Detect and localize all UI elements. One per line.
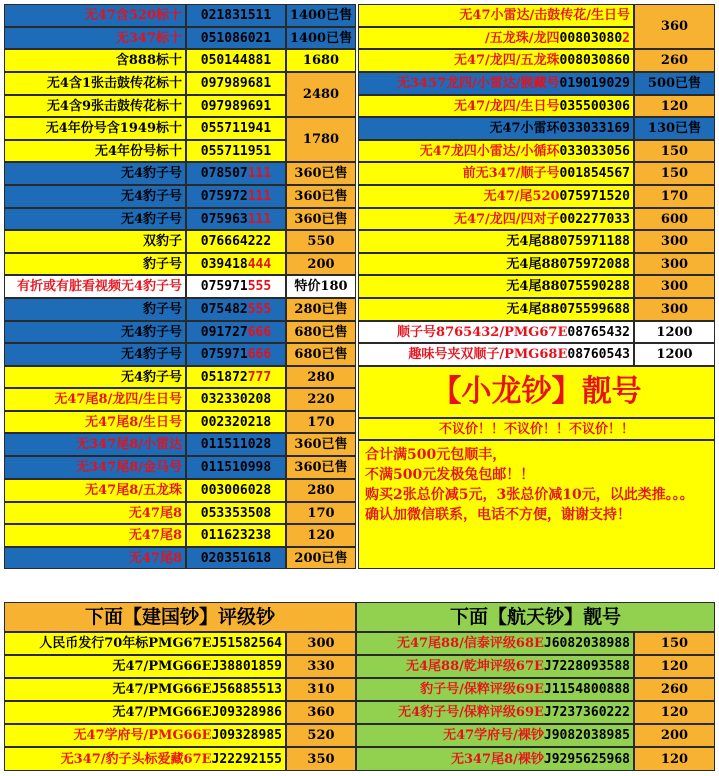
row-price: 360已售 xyxy=(286,208,356,230)
row-label-text: 无347/豹子头标爱藏67E xyxy=(60,751,212,767)
row-price: 170 xyxy=(286,411,356,433)
serial-number: 075590288 xyxy=(559,279,630,294)
row-price: 360已售 xyxy=(286,433,356,456)
row-label-text: 无47龙四小雷达/小循环 xyxy=(419,143,560,159)
serial-number: J6082038988 xyxy=(543,636,630,651)
row-label xyxy=(358,185,634,208)
serial-number: 08765432 xyxy=(567,324,630,340)
serial-number: 097989691 xyxy=(200,98,272,114)
serial-number: 002277033 xyxy=(559,211,630,227)
row-label xyxy=(4,655,286,678)
serial-number: 08760543 xyxy=(567,347,630,362)
row-price: 120 xyxy=(634,701,715,724)
notice-line: 购买2张总价减5元，3张总价减10元，以此类推。。。 xyxy=(365,487,694,503)
row-label: 无347尾8/金马号 xyxy=(4,456,186,479)
row-label-text: 无47/尾520 xyxy=(483,189,560,204)
row-label xyxy=(356,655,634,678)
row-price: 1680 xyxy=(286,49,356,72)
row-label xyxy=(358,140,634,162)
row-serial xyxy=(186,524,286,547)
serial-highlight: 111 xyxy=(247,211,272,227)
row-price: 260 xyxy=(634,678,715,701)
row-price: 1400已售 xyxy=(286,4,356,27)
row-label-text: 无47小雷环 xyxy=(489,121,560,136)
row-label-text: 顺子号8765432/PMG67E xyxy=(397,324,568,340)
serial-number: 091727 xyxy=(200,324,248,340)
row-serial xyxy=(186,433,286,456)
row-label xyxy=(356,632,634,655)
row-label-text: 无4豹子号/保粹评级69E xyxy=(398,705,544,720)
row-label xyxy=(358,321,634,343)
serial-number: 075963 xyxy=(200,211,248,227)
row-serial xyxy=(186,95,286,117)
serial-highlight: 111 xyxy=(247,166,272,181)
serial-number: 003006028 xyxy=(200,483,272,498)
row-label: 无47含520标十 xyxy=(4,4,186,27)
serial-number: 020351618 xyxy=(200,550,272,566)
row-price: 1200 xyxy=(634,321,715,343)
row-label xyxy=(356,747,634,771)
row-label: 无4年份号标十 xyxy=(4,140,186,162)
row-price: 680已售 xyxy=(286,343,356,366)
row-price: 150 xyxy=(634,140,715,162)
row-serial xyxy=(186,253,286,275)
row-price: 550 xyxy=(286,230,356,253)
row-label: 无4豹子号 xyxy=(4,162,186,185)
row-label: 无47尾8 xyxy=(4,547,186,569)
serial-number: 097989681 xyxy=(200,76,272,91)
row-price: 360已售 xyxy=(286,162,356,185)
serial-number: 076664222 xyxy=(200,234,272,249)
row-price: 260 xyxy=(634,49,715,72)
row-label: 无47尾8 xyxy=(4,524,186,547)
row-serial xyxy=(186,298,286,321)
notice-line: 确认加微信联系，电话不方便，谢谢支持！ xyxy=(365,507,631,523)
row-serial xyxy=(186,27,286,49)
serial-number: 002320218 xyxy=(200,414,272,430)
serial-number: 035500306 xyxy=(559,98,630,114)
row-label: 无4豹子号 xyxy=(4,185,186,208)
serial-highlight: 666 xyxy=(247,347,272,362)
notice-line: 不满500元发极兔包邮！！ xyxy=(365,467,535,483)
row-label-text: 无47学府号/裸钞 xyxy=(443,728,544,743)
row-label: 有折或有脏看视频无4豹子号 xyxy=(4,275,186,298)
row-label xyxy=(358,298,634,321)
serial-number: J7237360222 xyxy=(543,705,630,720)
row-label: 双豹子 xyxy=(4,230,186,253)
row-label xyxy=(356,678,634,701)
serial-number: J9295625968 xyxy=(543,751,630,767)
row-price: 120 xyxy=(634,95,715,117)
row-serial xyxy=(186,479,286,502)
row-label-text: 人民币发行70年标PMG67E xyxy=(39,636,212,651)
serial-number: 075971188 xyxy=(559,234,630,249)
row-serial xyxy=(186,230,286,253)
serial-number: J38801859 xyxy=(211,659,282,674)
row-price: 300 xyxy=(634,253,715,275)
row-price: 360已售 xyxy=(286,456,356,479)
row-label: 无4含9张击鼓传花标十 xyxy=(4,95,186,117)
row-price: 300 xyxy=(634,230,715,253)
row-label-text: 趣味号夹双顺子/PMG68E xyxy=(408,347,568,362)
row-price: 520 xyxy=(286,724,356,747)
serial-number: 051086021 xyxy=(200,30,272,46)
row-price: 310 xyxy=(286,678,356,701)
row-label-text: 无3457龙四/小雷达/猴藏号 xyxy=(396,76,560,91)
row-label: 无4含1张击鼓传花标十 xyxy=(4,72,186,95)
row-serial xyxy=(186,185,286,208)
row-price: 350 xyxy=(286,747,356,771)
serial-number: 075971520 xyxy=(559,189,630,204)
row-price: 200已售 xyxy=(286,547,356,569)
row-price: 120 xyxy=(286,524,356,547)
row-price: 360已售 xyxy=(286,185,356,208)
serial-number: 011510998 xyxy=(200,460,272,475)
row-price: 280 xyxy=(286,366,356,388)
row-label xyxy=(358,162,634,185)
serial-number: 039418 xyxy=(200,256,248,272)
row-label: 无4豹子号 xyxy=(4,208,186,230)
shipping-notice xyxy=(358,440,715,569)
row-label: 无47尾8 xyxy=(4,502,186,524)
row-price: 280 xyxy=(286,479,356,502)
serial-number: 011623238 xyxy=(200,528,272,543)
serial-number: 075971 xyxy=(200,347,248,362)
row-label: 无347尾8/小雷达 xyxy=(4,433,186,456)
serial-number: 032330208 xyxy=(200,392,272,407)
row-label: 无4年份号含1949标十 xyxy=(4,117,186,140)
row-label-text: 无347尾8/裸钞 xyxy=(450,751,544,767)
row-label xyxy=(358,117,634,140)
row-serial xyxy=(186,411,286,433)
row-label-text: 无47尾88/信泰评级68E xyxy=(396,636,544,651)
row-price: 500已售 xyxy=(634,72,715,95)
merged-price: 360 xyxy=(634,4,715,49)
serial-number: 050144881 xyxy=(200,53,272,68)
serial-number: 011511028 xyxy=(200,437,272,452)
serial-number: 078507 xyxy=(200,166,248,181)
row-price: 600 xyxy=(634,208,715,230)
serial-number: 055711941 xyxy=(200,121,272,136)
row-serial xyxy=(186,547,286,569)
row-label-text: 无47/PMG66E xyxy=(112,682,212,697)
row-label xyxy=(4,701,286,724)
serial-number: 00803080 xyxy=(559,30,623,46)
row-label-text: 无47/龙四/五龙珠 xyxy=(453,53,560,68)
row-label xyxy=(358,49,634,72)
row-price: 1200 xyxy=(634,343,715,366)
section-title-hangtian: 下面【航天钞】靓号 xyxy=(356,602,715,632)
row-label: 豹子号 xyxy=(4,253,186,275)
row-price: 300 xyxy=(634,275,715,298)
row-label xyxy=(358,72,634,95)
serial-number: J1154800888 xyxy=(543,682,630,697)
row-serial xyxy=(186,321,286,343)
row-price: 280已售 xyxy=(286,298,356,321)
row-label: 无47尾8/五龙珠 xyxy=(4,479,186,502)
row-price: 680已售 xyxy=(286,321,356,343)
serial-number: 019019029 xyxy=(559,76,630,91)
row-label xyxy=(356,701,634,724)
row-serial xyxy=(186,388,286,411)
serial-number: 075599688 xyxy=(559,302,630,317)
shop-title: 【小龙钞】靓号 xyxy=(358,366,715,418)
row-serial xyxy=(186,162,286,185)
row-label: 含888标十 xyxy=(4,49,186,72)
row-label xyxy=(358,275,634,298)
row-price: 200 xyxy=(286,253,356,275)
row-price: 300 xyxy=(634,298,715,321)
row-label-text: 无4尾88 xyxy=(506,256,560,272)
row-label xyxy=(358,27,634,49)
row-label-text: 前无347/顺子号 xyxy=(462,166,560,181)
row-label: 无4豹子号 xyxy=(4,343,186,366)
serial-highlight: 2 xyxy=(622,30,630,46)
row-price: 300 xyxy=(286,632,356,655)
serial-number: J09328985 xyxy=(211,728,282,743)
serial-number: J7228093588 xyxy=(543,659,630,674)
row-label: 无4豹子号 xyxy=(4,321,186,343)
row-price: 220 xyxy=(286,388,356,411)
row-label-text: 无4尾88 xyxy=(506,302,560,317)
serial-highlight: 555 xyxy=(247,302,272,317)
row-label xyxy=(358,253,634,275)
serial-number: J56885513 xyxy=(211,682,282,697)
row-price: 120 xyxy=(634,655,715,678)
row-price: 200 xyxy=(634,724,715,747)
row-label: 无47尾8/生日号 xyxy=(4,411,186,433)
row-serial xyxy=(186,49,286,72)
row-label-text: 无47/PMG66E xyxy=(112,705,212,720)
row-label xyxy=(358,343,634,366)
serial-number: 051872 xyxy=(200,369,248,385)
serial-number: 075972088 xyxy=(559,256,630,272)
serial-highlight: 777 xyxy=(247,369,272,385)
row-price: 330 xyxy=(286,655,356,678)
row-serial xyxy=(186,343,286,366)
serial-number: 008030860 xyxy=(559,53,630,68)
serial-number: 033033169 xyxy=(559,121,630,136)
row-serial xyxy=(186,208,286,230)
row-price: 1400已售 xyxy=(286,27,356,49)
row-label-text: 无47学府号/PMG66E xyxy=(73,728,212,743)
row-label-text: 无4尾88/乾坤评级67E xyxy=(406,659,544,674)
row-label xyxy=(4,632,286,655)
serial-number: 033033056 xyxy=(559,143,630,159)
row-price: 特价180 xyxy=(286,275,356,298)
row-price: 120 xyxy=(634,747,715,771)
serial-highlight: 444 xyxy=(247,256,272,272)
row-label xyxy=(358,95,634,117)
row-price: 360 xyxy=(286,701,356,724)
serial-highlight: 555 xyxy=(247,279,272,294)
serial-number: J22292155 xyxy=(211,751,282,767)
row-serial xyxy=(186,117,286,140)
serial-number: 055711951 xyxy=(200,143,272,159)
row-serial xyxy=(186,502,286,524)
row-serial xyxy=(186,275,286,298)
row-label xyxy=(358,230,634,253)
row-serial xyxy=(186,456,286,479)
row-label-text: 无47/龙四/四对子 xyxy=(453,211,560,227)
serial-highlight: 666 xyxy=(247,324,272,340)
row-label-text: 豹子号/保粹评级69E xyxy=(420,682,544,697)
row-label: 无47小雷达/击鼓传花/生日号 xyxy=(358,4,634,27)
serial-number: 021831511 xyxy=(200,8,272,23)
row-label xyxy=(4,724,286,747)
row-label xyxy=(358,208,634,230)
merged-price: 1780 xyxy=(286,117,356,162)
serial-number: 075971 xyxy=(200,279,248,294)
serial-number: J9082038985 xyxy=(543,728,630,743)
row-price: 150 xyxy=(634,632,715,655)
row-serial xyxy=(186,4,286,27)
serial-number: 053353508 xyxy=(200,505,272,521)
row-label: 无4豹子号 xyxy=(4,366,186,388)
notice-line: 合计满500元包顺丰， xyxy=(365,447,507,463)
row-label: 无47尾8/龙四/生日号 xyxy=(4,388,186,411)
row-label: 无347标十 xyxy=(4,27,186,49)
serial-highlight: 111 xyxy=(247,189,272,204)
row-serial xyxy=(186,140,286,162)
row-label-text: 无47/龙四/生日号 xyxy=(453,98,560,114)
merged-price: 2480 xyxy=(286,72,356,117)
serial-number: J09328986 xyxy=(211,705,282,720)
row-label-text: /五龙珠/龙四 xyxy=(485,30,560,46)
serial-number: 075972 xyxy=(200,189,248,204)
row-serial xyxy=(186,72,286,95)
serial-number: J51582564 xyxy=(211,636,282,651)
row-label-text: 无47/PMG66E xyxy=(112,659,212,674)
row-label xyxy=(4,747,286,771)
row-label xyxy=(4,678,286,701)
row-serial xyxy=(186,366,286,388)
row-label xyxy=(356,724,634,747)
serial-number: 001854567 xyxy=(559,166,630,181)
row-price: 170 xyxy=(286,502,356,524)
row-price: 130已售 xyxy=(634,117,715,140)
row-price: 170 xyxy=(634,185,715,208)
serial-number: 075482 xyxy=(200,302,248,317)
row-price: 150 xyxy=(634,162,715,185)
no-bargain-notice: 不议价！！不议价！！不议价！！ xyxy=(358,418,715,440)
section-title-jianguo: 下面【建国钞】评级钞 xyxy=(4,602,356,632)
row-label-text: 无4尾88 xyxy=(506,279,560,294)
row-label: 豹子号 xyxy=(4,298,186,321)
row-label-text: 无4尾88 xyxy=(506,234,560,249)
